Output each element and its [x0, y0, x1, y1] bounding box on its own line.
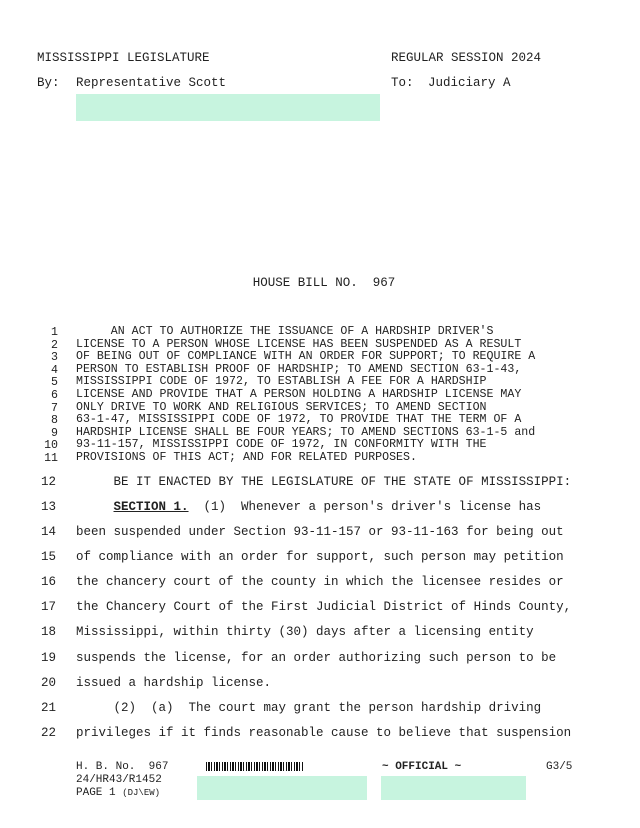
- body-line: privileges if it finds reasonable cause to believe that suspension: [76, 725, 572, 740]
- line-number: 5: [51, 376, 58, 390]
- line-number: 18: [40, 625, 56, 640]
- line-number: 21: [40, 700, 56, 715]
- line-number: 8: [51, 414, 58, 428]
- footer-code: 24/HR43/R1452: [76, 774, 162, 786]
- line-number: 13: [40, 500, 56, 514]
- body-line: been suspended under Section 93-11-157 or 93-11-163 for being out: [76, 525, 564, 539]
- line-number: 6: [51, 389, 58, 402]
- body-line: suspends the license, for an order authorizing such person to be: [76, 650, 557, 665]
- line-number: 2: [51, 338, 58, 352]
- line-number: 3: [51, 351, 58, 365]
- footer-bill-number: H. B. No. 967: [76, 761, 169, 773]
- line-number: 7: [51, 401, 58, 415]
- footer-page: [76, 787, 160, 800]
- line-number: 14: [40, 525, 56, 539]
- sponsor-name: Representative Scott: [76, 76, 227, 90]
- line-number: 17: [40, 600, 56, 615]
- line-number: 4: [51, 363, 58, 377]
- committee-name: Judiciary A: [428, 76, 511, 90]
- act-line: 93-11-157, MISSISSIPPI CODE OF 1972, IN CONFORMITY WITH THE: [76, 438, 487, 452]
- act-line: PROVISIONS OF THIS ACT; AND FOR RELATED PURPOSES.: [76, 451, 417, 464]
- group-code: G3/5: [546, 761, 573, 773]
- body-line: of compliance with an order for support, such person may petition: [76, 550, 564, 565]
- act-line: MISSISSIPPI CODE OF 1972, TO ESTABLISH A FEE FOR A HARDSHIP: [76, 375, 487, 389]
- body-line: the chancery court of the county in which the licensee resides or: [76, 575, 564, 590]
- act-line: ONLY DRIVE TO WORK AND RELIGIOUS SERVICES; TO AMEND SECTION: [76, 400, 487, 414]
- body-line: Mississippi, within thirty (30) days after a licensing entity: [76, 625, 534, 640]
- act-line: 63-1-47, MISSISSIPPI CODE OF 1972, TO PROVIDE THAT THE TERM OF A: [76, 413, 522, 427]
- line-number: 19: [40, 650, 56, 665]
- session-label: REGULAR SESSION 2024: [391, 51, 542, 65]
- footer-highlight-right: [381, 776, 526, 800]
- line-number: 11: [44, 452, 58, 465]
- section-heading: SECTION 1.: [113, 500, 189, 514]
- section-line: [76, 500, 541, 514]
- barcode-icon: [206, 762, 304, 771]
- act-line: OF BEING OUT OF COMPLIANCE WITH AN ORDER FOR SUPPORT; TO REQUIRE A: [76, 350, 536, 364]
- official-label: ~ OFFICIAL ~: [382, 761, 462, 773]
- section-text: (1) Whenever a person's driver's license has: [188, 500, 542, 514]
- line-number: 12: [40, 475, 56, 489]
- act-line: HARDSHIP LICENSE SHALL BE FOUR YEARS; TO AMEND SECTIONS 63-1-5 and: [76, 425, 536, 439]
- body-line: (2) (a) The court may grant the person hardship driving: [76, 700, 542, 715]
- line-number: 22: [40, 725, 56, 740]
- act-line: PERSON TO ESTABLISH PROOF OF HARDSHIP; TO AMEND SECTION 63-1-43,: [76, 362, 522, 376]
- line-number: 9: [51, 426, 58, 440]
- line-number: 20: [40, 675, 56, 690]
- line-number: 1: [51, 326, 58, 339]
- by-label: By:: [37, 76, 60, 90]
- line-number: 10: [44, 439, 58, 453]
- to-label: To:: [391, 76, 414, 90]
- footer-page-number: PAGE 1: [76, 787, 116, 799]
- bill-title: HOUSE BILL NO. 967: [252, 276, 396, 290]
- line-number: 15: [40, 550, 56, 565]
- body-line: the Chancery Court of the First Judicial District of Hinds County,: [76, 600, 572, 615]
- enacting-clause: BE IT ENACTED BY THE LEGISLATURE OF THE STATE OF MISSISSIPPI:: [76, 475, 572, 489]
- body-line: issued a hardship license.: [76, 675, 272, 690]
- legislature-name: MISSISSIPPI LEGISLATURE: [37, 51, 210, 65]
- act-line: LICENSE AND PROVIDE THAT A PERSON HOLDING A HARDSHIP LICENSE MAY: [76, 388, 522, 401]
- line-number: 16: [40, 575, 56, 590]
- act-line: AN ACT TO AUTHORIZE THE ISSUANCE OF A HARDSHIP DRIVER'S: [76, 325, 494, 338]
- footer-highlight-left: [197, 776, 367, 800]
- footer-page-initials: (DJ\EW): [122, 788, 161, 798]
- sponsor-highlight: [76, 94, 380, 121]
- act-line: LICENSE TO A PERSON WHOSE LICENSE HAS BEEN SUSPENDED AS A RESULT: [76, 337, 522, 351]
